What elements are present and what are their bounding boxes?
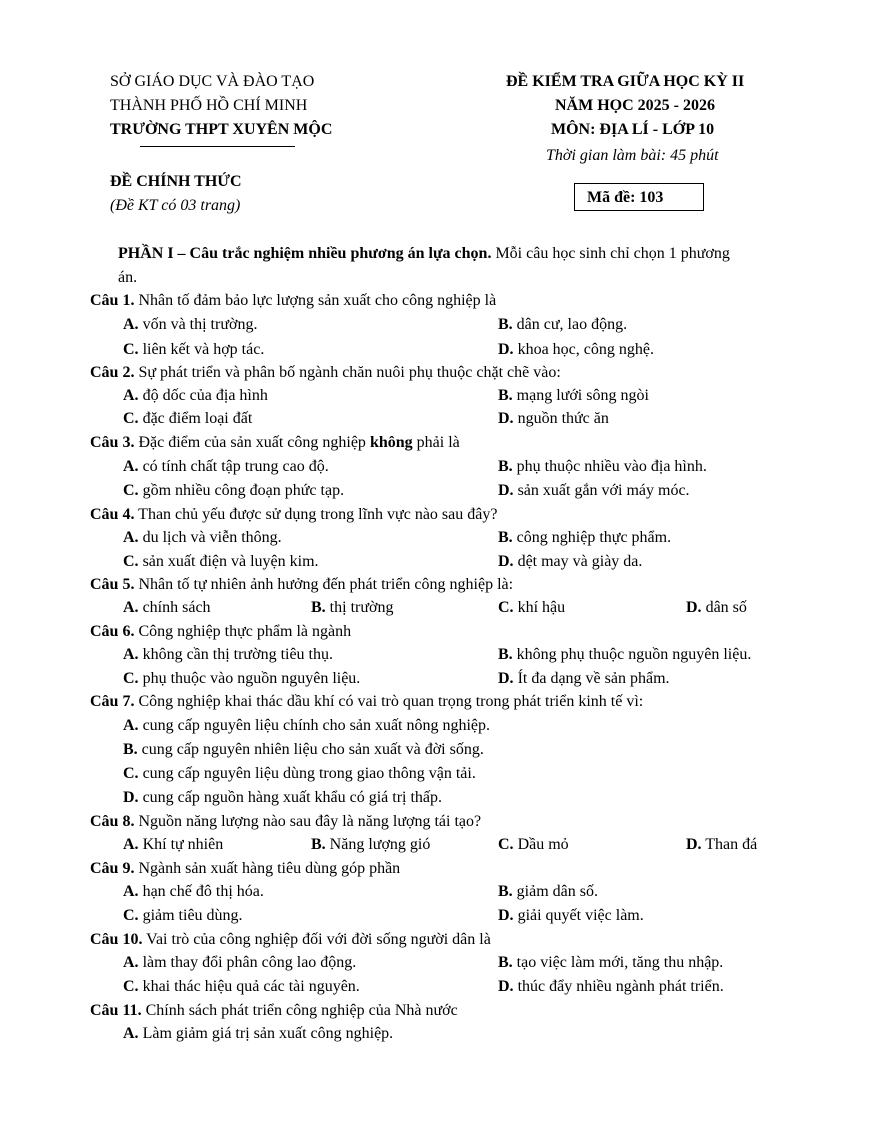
section-title: PHẦN I – Câu trắc nghiệm nhiều phương án lựa chọn. xyxy=(118,245,492,262)
question-text: Công nghiệp thực phẩm là ngành xyxy=(134,623,352,640)
question-label: Câu 2. xyxy=(90,364,135,381)
answer-option: B. giảm dân số. xyxy=(498,883,598,900)
question-label: Câu 4. xyxy=(90,506,135,523)
question-stem xyxy=(90,861,400,877)
answer-option: D. thúc đẩy nhiều ngành phát triển. xyxy=(498,978,724,995)
emphasis-word: không xyxy=(369,434,413,451)
answer-option: C. sản xuất điện và luyện kim. xyxy=(123,553,319,570)
question-label: Câu 6. xyxy=(90,623,135,640)
answer-option: D. giải quyết việc làm. xyxy=(498,907,644,924)
answer-option: A. không cần thị trường tiêu thụ. xyxy=(123,646,333,663)
question-label: Câu 7. xyxy=(90,693,135,710)
question-stem xyxy=(90,932,491,948)
answer-option: A. làm thay đổi phân công lao động. xyxy=(123,954,357,971)
question-stem xyxy=(90,365,561,381)
question-text: Sự phát triển và phân bố ngành chăn nuôi phụ thuộc chặt chẽ vào: xyxy=(134,364,561,381)
answer-option: B. Năng lượng gió xyxy=(311,836,431,853)
question-label: Câu 1. xyxy=(90,292,135,309)
answer-option: C. đặc điểm loại đất xyxy=(123,410,253,427)
question-text: Nguồn năng lượng nào sau đây là năng lượng tái tạo? xyxy=(134,813,482,830)
answer-option: A. chính sách xyxy=(123,599,211,616)
answer-option: A. Khí tự nhiên xyxy=(123,836,224,853)
answer-option: C. liên kết và hợp tác. xyxy=(123,341,265,358)
question-stem xyxy=(90,814,481,830)
answer-option: B. cung cấp nguyên nhiên liệu cho sản xuất và đời sống. xyxy=(123,741,484,758)
answer-option: B. phụ thuộc nhiều vào địa hình. xyxy=(498,458,707,475)
question-stem xyxy=(90,1003,458,1019)
question-text: Chính sách phát triển công nghiệp của Nhà nước xyxy=(141,1002,458,1019)
school-name: TRƯỜNG THPT XUYÊN MỘC xyxy=(110,121,333,138)
answer-option: B. không phụ thuộc nguồn nguyên liệu. xyxy=(498,646,752,663)
question-stem xyxy=(90,507,497,523)
section-instruction: Mỗi câu học sinh chỉ chọn 1 phương xyxy=(491,245,730,262)
question-stem xyxy=(90,577,513,593)
answer-option: A. có tính chất tập trung cao độ. xyxy=(123,458,329,475)
answer-option: A. du lịch và viễn thông. xyxy=(123,529,282,546)
answer-option: A. cung cấp nguyên liệu chính cho sản xuất nông nghiệp. xyxy=(123,717,491,734)
question-label: Câu 11. xyxy=(90,1002,142,1019)
subject: MÔN: ĐỊA LÍ - LỚP 10 xyxy=(551,121,715,138)
answer-option: B. tạo việc làm mới, tăng thu nhập. xyxy=(498,954,724,971)
pages-note: (Đề KT có 03 trang) xyxy=(110,197,241,214)
answer-option: B. thị trường xyxy=(311,599,394,616)
answer-option: D. cung cấp nguồn hàng xuất khẩu có giá trị thấp. xyxy=(123,789,443,806)
question-text: Đặc điểm của sản xuất công nghiệp xyxy=(134,434,370,451)
question-text: Nhân tố đảm bảo lực lượng sản xuất cho công nghiệp là xyxy=(134,292,497,309)
department-name: SỞ GIÁO DỤC VÀ ĐÀO TẠO xyxy=(110,73,315,90)
question-text: Công nghiệp khai thác dầu khí có vai trò quan trọng trong phát triển kinh tế vì: xyxy=(134,693,644,710)
exam-title: ĐỀ KIỂM TRA GIỮA HỌC KỲ II xyxy=(506,73,745,90)
exam-code: Mã đề: 103 xyxy=(587,189,664,206)
section-heading xyxy=(118,246,730,262)
question-label: Câu 3. xyxy=(90,434,135,451)
question-label: Câu 10. xyxy=(90,931,143,948)
question-stem: Câu 3. Đặc điểm của sản xuất công nghiệp không phải là xyxy=(90,434,460,451)
question-stem xyxy=(90,624,351,640)
section-instruction-cont: án. xyxy=(118,269,138,286)
answer-option: B. công nghiệp thực phẩm. xyxy=(498,529,672,546)
answer-option: C. khai thác hiệu quả các tài nguyên. xyxy=(123,978,360,995)
official-label: ĐỀ CHÍNH THỨC xyxy=(110,173,242,190)
answer-option: C. giảm tiêu dùng. xyxy=(123,907,243,924)
exam-code-box xyxy=(574,183,704,211)
answer-option: A. độ dốc của địa hình xyxy=(123,387,268,404)
question-stem xyxy=(90,694,643,710)
answer-option: B. dân cư, lao động. xyxy=(498,316,628,333)
answer-option: A. vốn và thị trường. xyxy=(123,316,258,333)
answer-option: D. nguồn thức ăn xyxy=(498,410,609,427)
question-text: Ngành sản xuất hàng tiêu dùng góp phần xyxy=(134,860,401,877)
answer-option: D. khoa học, công nghệ. xyxy=(498,341,654,358)
question-text: Nhân tố tự nhiên ảnh hưởng đến phát triển công nghiệp là: xyxy=(134,576,514,593)
answer-option: B. mạng lưới sông ngòi xyxy=(498,387,649,404)
answer-option: D. Than đá xyxy=(686,836,758,853)
question-text: Vai trò của công nghiệp đối với đời sống người dân là xyxy=(142,931,491,948)
answer-option: C. gồm nhiều công đoạn phức tạp. xyxy=(123,482,345,499)
answer-option: C. Dầu mỏ xyxy=(498,836,569,853)
time-limit: Thời gian làm bài: 45 phút xyxy=(546,147,719,164)
question-label: Câu 8. xyxy=(90,813,135,830)
answer-option: D. Ít đa dạng về sản phẩm. xyxy=(498,670,670,687)
answer-option: D. sản xuất gắn với máy móc. xyxy=(498,482,690,499)
answer-option: C. cung cấp nguyên liệu dùng trong giao thông vận tải. xyxy=(123,765,476,782)
city-name: THÀNH PHỐ HỒ CHÍ MINH xyxy=(110,97,308,114)
question-label: Câu 5. xyxy=(90,576,135,593)
answer-option: D. dệt may và giày da. xyxy=(498,553,643,570)
question-text: Than chủ yếu được sử dụng trong lĩnh vực nào sau đây? xyxy=(134,506,498,523)
answer-option: C. phụ thuộc vào nguồn nguyên liệu. xyxy=(123,670,361,687)
header-underline xyxy=(140,146,295,147)
school-year: NĂM HỌC 2025 - 2026 xyxy=(555,97,715,114)
answer-option: A. Làm giảm giá trị sản xuất công nghiệp. xyxy=(123,1025,394,1042)
answer-option: D. dân số xyxy=(686,599,747,616)
answer-option: A. hạn chế đô thị hóa. xyxy=(123,883,264,900)
question-stem xyxy=(90,293,496,309)
answer-option: C. khí hậu xyxy=(498,599,566,616)
question-label: Câu 9. xyxy=(90,860,135,877)
